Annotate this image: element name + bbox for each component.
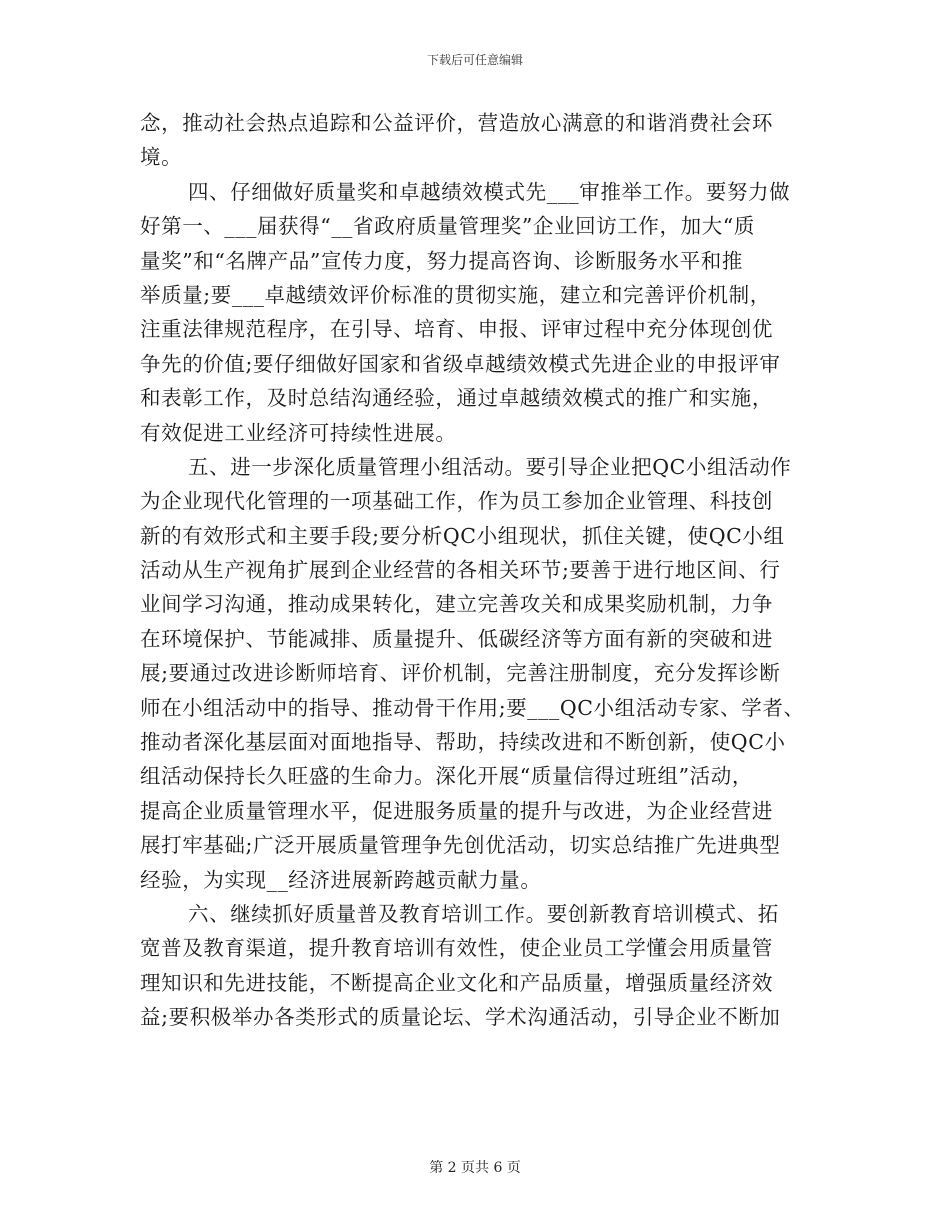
text-line: 师在小组活动中的指导、推动骨干作用;要___QC小组活动专家、学者、 bbox=[140, 695, 805, 720]
text-line: 提高企业质量管理水平，促进服务质量的提升与改进，为企业经营进 bbox=[140, 798, 773, 823]
text-line: 举质量;要___卓越绩效评价标准的贯彻实施，建立和完善评价机制， bbox=[140, 282, 771, 307]
text-line: 在环境保护、节能减排、质量提升、低碳经济等方面有新的突破和进 bbox=[140, 626, 773, 651]
text-line: 和表彰工作，及时总结沟通经验，通过卓越绩效模式的推广和实施， bbox=[140, 386, 773, 411]
text-line: 益;要积极举办各类形式的质量论坛、学术沟通活动，引导企业不断加 bbox=[140, 1005, 781, 1030]
paragraph-start-line: 四、仔细做好质量奖和卓越绩效模式先___审推举工作。要努力做 bbox=[188, 179, 791, 204]
paragraph-start-line: 六、继续抓好质量普及教育培训工作。要创新教育培训模式、拓 bbox=[188, 901, 779, 926]
text-line: 展;要通过改进诊断师培育、评价机制，完善注册制度，充分发挥诊断 bbox=[140, 661, 781, 686]
text-line: 业间学习沟通，推动成果转化，建立完善攻关和成果奖励机制，力争 bbox=[140, 592, 773, 617]
page-header: 下载后可任意编辑 bbox=[426, 53, 523, 67]
text-line: 新的有效形式和主要手段;要分析QC小组现状，抓住关键，使QC小组 bbox=[140, 523, 785, 548]
text-line: 推动者深化基层面对面地指导、帮助，持续改进和不断创新，使QC小 bbox=[140, 730, 786, 755]
text-line: 经验，为实现__经济进展新跨越贡献力量。 bbox=[140, 867, 542, 892]
text-line: 境。 bbox=[140, 145, 183, 170]
text-line: 组活动保持长久旺盛的生命力。深化开展“质量信得过班组”活动， bbox=[140, 764, 753, 789]
document-body bbox=[140, 106, 812, 1035]
paragraph-start-line: 五、进一步深化质量管理小组活动。要引导企业把QC小组活动作 bbox=[188, 454, 792, 479]
text-line: 量奖”和“名牌产品”宣传力度，努力提高咨询、诊断服务水平和推 bbox=[140, 248, 743, 273]
text-line: 宽普及教育渠道，提升教育培训有效性，使企业员工学懂会用质量管 bbox=[140, 936, 773, 961]
text-line: 注重法律规范程序，在引导、培育、申报、评审过程中充分体现创优 bbox=[140, 317, 773, 342]
text-line: 展打牢基础;广泛开展质量管理争先创优活动，切实总结推广先进典型 bbox=[140, 833, 781, 858]
text-line: 理知识和先进技能，不断提高企业文化和产品质量，增强质量经济效 bbox=[140, 970, 773, 995]
text-line: 争先的价值;要仔细做好国家和省级卓越绩效模式先进企业的申报评审 bbox=[140, 351, 781, 376]
text-line: 为企业现代化管理的一项基础工作，作为员工参加企业管理、科技创 bbox=[140, 489, 773, 514]
text-line: 念，推动社会热点追踪和公益评价，营造放心满意的和谐消费社会环 bbox=[140, 111, 773, 135]
page-footer: 第 2 页共 6 页 bbox=[429, 1160, 521, 1176]
text-line: 好第一、___届获得“__省政府质量管理奖”企业回访工作，加大“质 bbox=[140, 214, 755, 239]
text-line: 活动从生产视角扩展到企业经营的各相关环节;要善于进行地区间、行 bbox=[140, 558, 781, 583]
text-line: 有效促进工业经济可持续性进展。 bbox=[140, 420, 457, 445]
